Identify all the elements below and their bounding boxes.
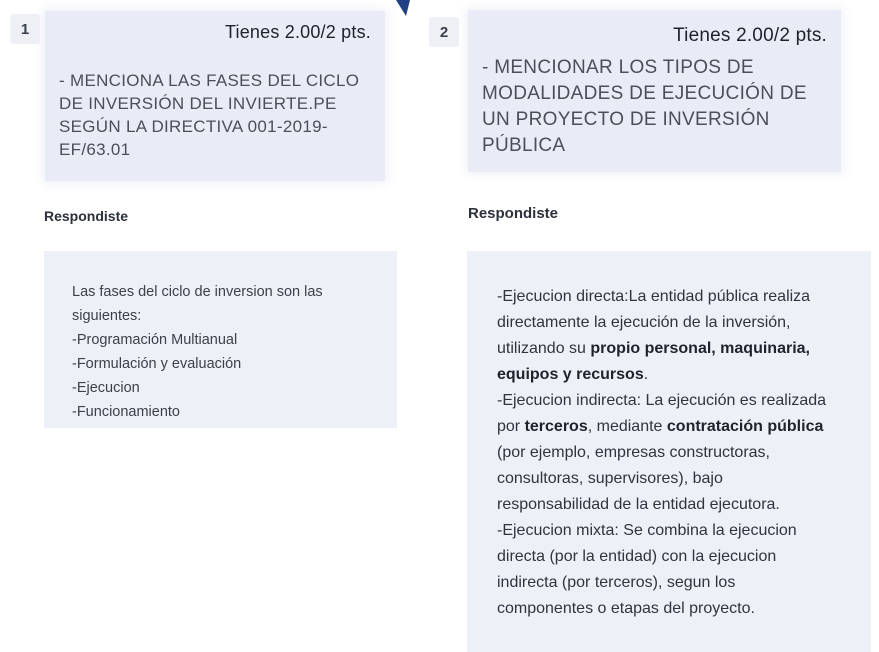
prompt-line: DE INVERSIÓN DEL INVIERTE.PE — [59, 94, 337, 113]
answer-emphasis: equipos y recursos — [497, 366, 644, 383]
answer-emphasis: propio personal, maquinaria, — [590, 340, 810, 357]
question-points-2: Tienes 2.00/2 pts. — [673, 25, 827, 46]
question-number-badge-2: 2 — [429, 17, 459, 47]
prompt-line: - MENCIONAR LOS TIPOS DE — [482, 57, 754, 78]
answer-line: -Ejecucion directa:La entidad pública realiza — [497, 288, 811, 305]
prompt-line: SEGÚN LA DIRECTIVA 001-2019- — [59, 117, 328, 136]
answer-line: -Ejecucion indirecta: La ejecución es realizada — [497, 392, 827, 409]
answer-line — [497, 362, 871, 388]
question-number-badge-1: 1 — [10, 14, 40, 44]
answer-line: (por ejemplo, empresas constructoras, — [497, 444, 770, 461]
question-card-1 — [45, 11, 385, 181]
answer-line: indirecta (por terceros), segun los — [497, 574, 736, 591]
response-label-2: Respondiste — [468, 205, 559, 222]
response-label-1: Respondiste — [44, 208, 129, 224]
answer-line: -Programación Multianual — [72, 332, 238, 348]
answer-line — [497, 336, 871, 362]
prompt-line: PÚBLICA — [482, 135, 566, 156]
prompt-line: EF/63.01 — [59, 140, 131, 159]
answer-line: -Funcionamiento — [72, 404, 180, 420]
answer-line: Las fases del ciclo de inversion son las — [72, 284, 323, 300]
answer-text: por — [497, 418, 525, 435]
answer-line: responsabilidad de la entidad ejecutora. — [497, 496, 780, 513]
answer-line: -Ejecucion mixta: Se combina la ejecucion — [497, 522, 797, 539]
top-edge-notch — [396, 0, 410, 16]
answer-line — [497, 414, 871, 440]
question-prompt-2 — [482, 55, 807, 159]
prompt-line: MODALIDADES DE EJECUCIÓN DE — [482, 83, 807, 104]
answer-line: directamente la ejecución de la inversión, — [497, 314, 791, 331]
question-prompt-1 — [59, 69, 359, 161]
answer-line: -Ejecucion — [72, 380, 140, 396]
answer-text: . — [643, 366, 649, 383]
answer-emphasis: contratación pública — [666, 418, 824, 435]
prompt-line: - MENCIONA LAS FASES DEL CICLO — [59, 71, 360, 90]
answer-card-2 — [467, 251, 871, 652]
question-points-1: Tienes 2.00/2 pts. — [224, 22, 371, 42]
prompt-line: UN PROYECTO DE INVERSIÓN — [482, 109, 770, 130]
question-card-2 — [468, 10, 841, 172]
answer-emphasis: terceros — [524, 418, 588, 435]
answer-card-1 — [44, 251, 397, 428]
answer-line: siguientes: — [72, 308, 142, 324]
answer-line: directa (por la entidad) con la ejecucion — [497, 548, 777, 565]
answer-text: , mediante — [587, 418, 667, 435]
answer-line: -Formulación y evaluación — [72, 356, 242, 372]
answer-line: componentes o etapas del proyecto. — [497, 600, 755, 617]
answer-line: consultoras, supervisores), bajo — [497, 470, 723, 487]
answer-text: utilizando su — [497, 340, 591, 357]
